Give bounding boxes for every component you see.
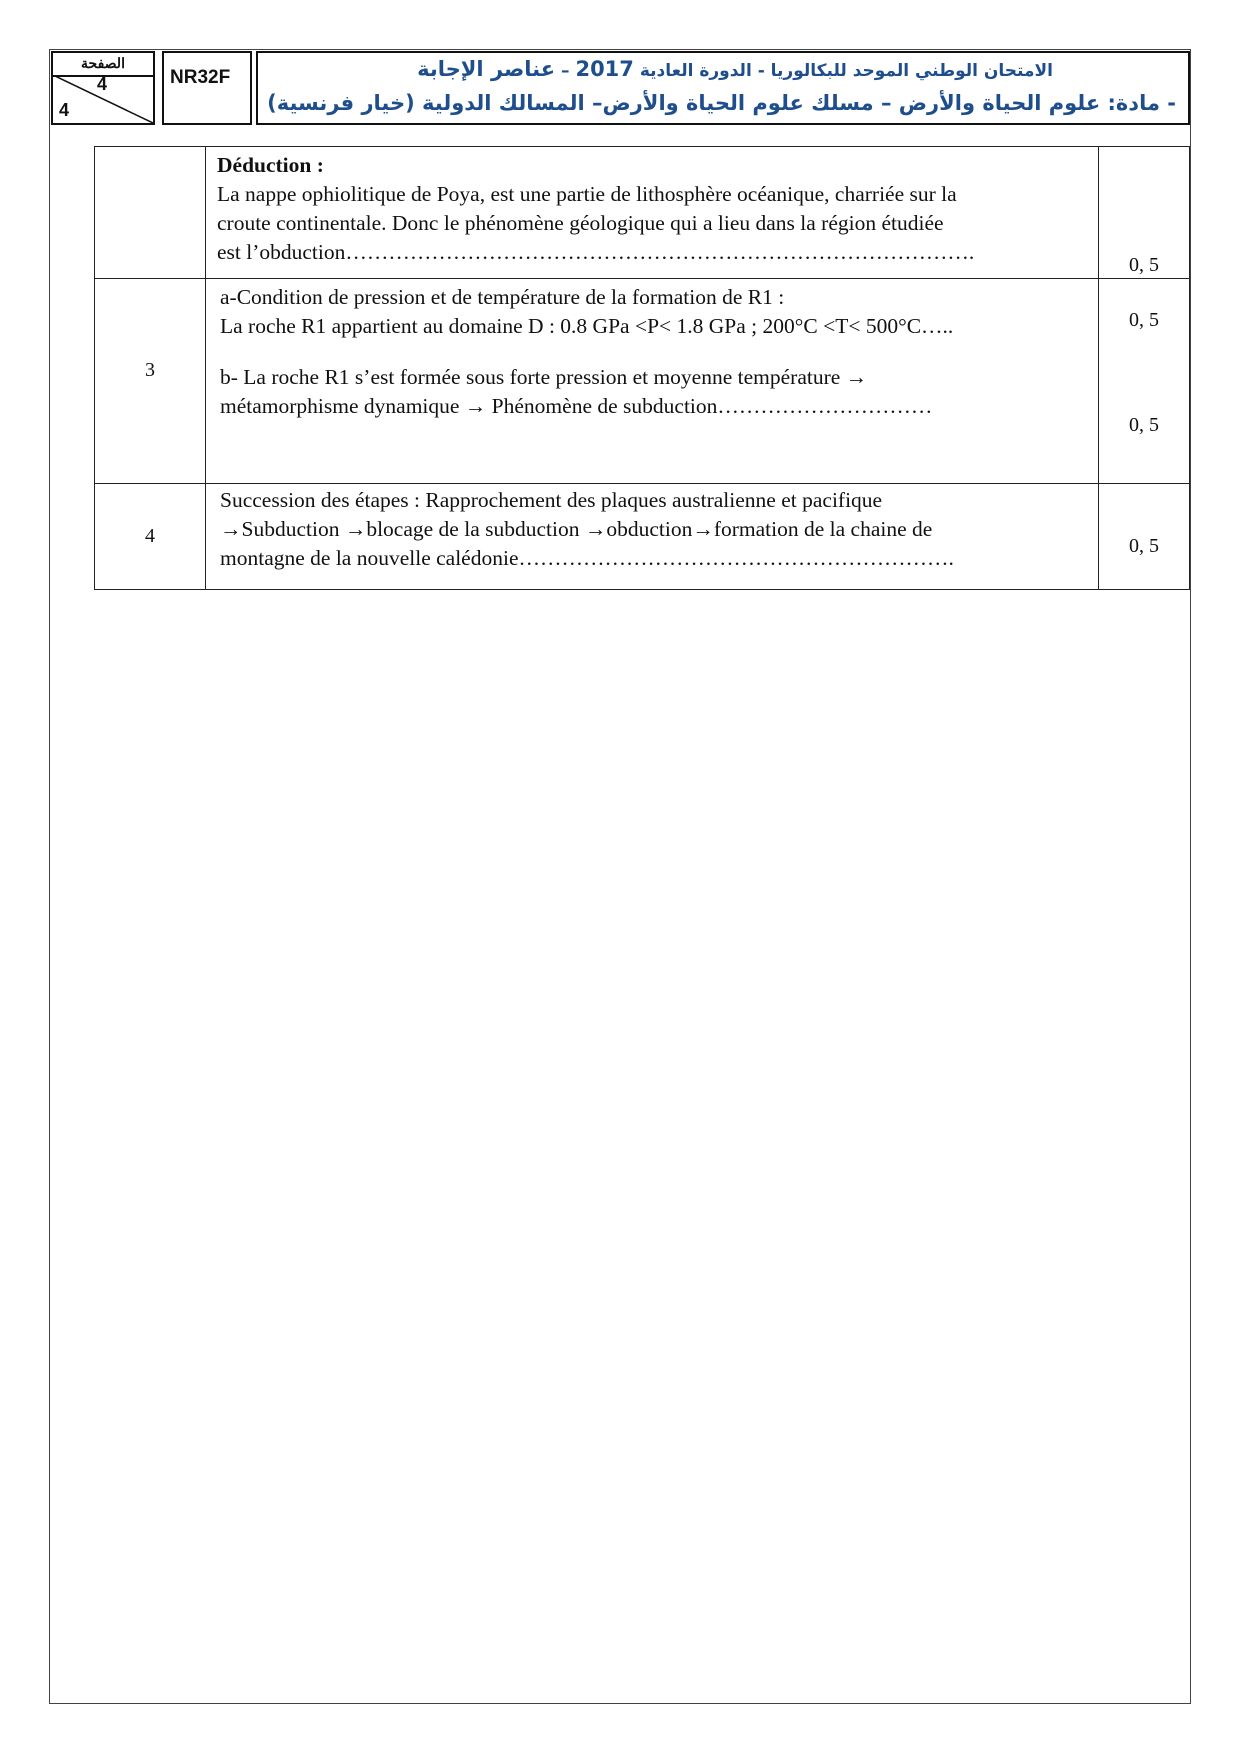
answer-table — [94, 146, 1190, 590]
table-row — [95, 279, 1190, 484]
answer-line: est l’obduction……………………………………………………………………………. — [217, 240, 975, 264]
answer-cell — [206, 147, 1099, 279]
question-cell — [95, 147, 206, 279]
table-row — [95, 484, 1190, 590]
answer-line: montagne de la nouvelle calédonie……………………………………………………. — [220, 546, 954, 570]
answer-line: Succession des étapes : Rapprochement des plaques australienne et pacifique — [220, 488, 883, 512]
exam-code: NR32F — [162, 51, 252, 125]
table-row — [95, 147, 1190, 279]
points-value: 0, 5 — [1129, 309, 1159, 331]
exam-subject-line: - مادة: علوم الحياة والأرض – مسلك علوم الحياة والأرض– المسالك الدولية (خيار فرنسية) — [267, 91, 1176, 115]
question-number: 4 — [145, 525, 155, 547]
answer-cell — [206, 279, 1099, 484]
answer-line: La roche R1 appartient au domaine D : 0.8 GPa <P< 1.8 GPa ; 200°C <T< 500°C….. — [220, 314, 954, 338]
page-total: 4 — [59, 100, 70, 120]
points-value: 0, 5 — [1129, 254, 1159, 276]
exam-year: 2017 — [575, 57, 634, 81]
answers-label: عناصر الإجابة — [417, 57, 556, 81]
page-number-box — [51, 51, 155, 125]
page-current: 4 — [97, 74, 108, 94]
answer-line: b- La roche R1 s’est formée sous forte pression et moyenne température → — [220, 365, 868, 389]
question-cell — [95, 279, 206, 484]
answer-line: croute continentale. Donc le phénomène géologique qui a lieu dans la région étudiée — [217, 211, 944, 235]
answer-line — [220, 341, 1098, 363]
question-number: 3 — [145, 358, 155, 381]
answer-line: →Subduction →blocage de la subduction →obduction→formation de la chaine de — [220, 517, 933, 541]
points-cell — [1099, 279, 1190, 484]
exam-title-line1 — [417, 57, 1053, 81]
exam-title-box — [256, 51, 1190, 125]
points-value: 0, 5 — [1129, 414, 1159, 436]
exam-session: الامتحان الوطني الموحد للبكالوريا - الدورة العادية — [639, 61, 1053, 81]
page-label: الصفحة — [53, 53, 153, 77]
answer-line: Déduction : — [217, 153, 324, 177]
answer-line: La nappe ophiolitique de Poya, est une partie de lithosphère océanique, charriée sur la — [217, 182, 957, 206]
points-cell — [1099, 484, 1190, 590]
points-value: 0, 5 — [1129, 535, 1159, 557]
answer-line: métamorphisme dynamique → Phénomène de subduction………………………… — [220, 394, 933, 418]
title-separator: – — [561, 61, 570, 81]
answer-line: a-Condition de pression et de température de la formation de R1 : — [220, 285, 785, 309]
points-cell — [1099, 147, 1190, 279]
question-cell — [95, 484, 206, 590]
answer-cell — [206, 484, 1099, 590]
